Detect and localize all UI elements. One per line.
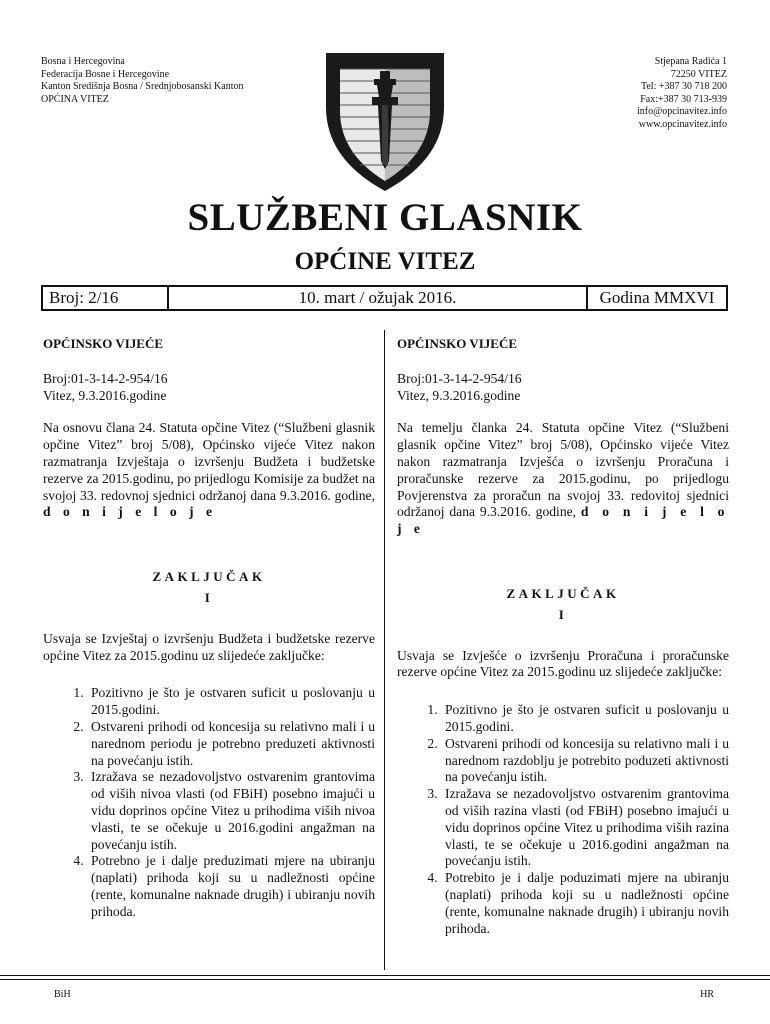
intro-text: Na osnovu člana 24. Statuta opčine Vitez (“Službeni glasnik opčine Vitez” broj 5/08), Općinsko vijeće Vitez nakon razmatranja Izvještaja o izvršenju Budžeta i budžetske rezerve za 2015.godinu, po prijedlogu Komisije za budžet na svojoj 33. redovnoj sjednici održanoj dana 9.3.2016. godine,	[43, 420, 375, 503]
fax-line: Fax:+387 30 713-939	[640, 93, 727, 105]
list-item: 4. Potrebno je i dalje preduzimati mjere na ubiranju (naplati) prihoda koji su u nadležnosti općine (rente, komunalne naknade drugih) i ubiranju novih prihoda.	[87, 853, 375, 920]
conclusion-title: ZAKLJUČAK	[506, 585, 620, 601]
issue-date: 10. mart / ožujak 2016.	[169, 287, 588, 309]
section-numeral: I	[558, 606, 568, 622]
phone-line: Tel: +387 30 718 200	[640, 81, 727, 93]
header-left-line: Bosna i Hercegovina	[41, 56, 125, 67]
footer-rule-secondary	[0, 979, 770, 980]
issue-year: Godina MMXVI	[599, 288, 715, 307]
list-item: 3. Izražava se nezadovoljstvo ostvarenim grantovima od viših nivoa vlasti (od FBiH) posebno imajući u vidu doprinos općine Vitez u prihodima viših nivoa vlasti, te se očekuje u 2016.godini angažman na povećanju istih.	[87, 769, 375, 853]
footer-left-label: BiH	[54, 989, 71, 1000]
postal-line: 72250 VITEZ	[670, 68, 727, 80]
email-line: info@opcinavitez.info	[636, 106, 727, 118]
conclusions-list	[43, 685, 375, 920]
column-divider	[384, 330, 385, 970]
right-column-croatian	[397, 336, 729, 937]
section-heading: OPĆINSKO VIJEĆE	[43, 336, 164, 351]
list-item: 2. Ostvareni prihodi od koncesija su relativno mali i u narednom razdoblju je potrebito poduzeti aktivnosti na povećanju istih.	[441, 736, 729, 786]
place-date: Vitez, 9.3.2016.godine	[397, 387, 521, 403]
intro-emphasis: d o n i j e l o j e	[397, 504, 729, 537]
coat-of-arms-shield-icon	[322, 49, 448, 195]
reference-number: Broj:01-3-14-2-954/16	[43, 370, 168, 386]
intro-emphasis: d o n i j e l o j e	[43, 504, 217, 520]
intro-text: Na temelju članka 24. Statuta opčine Vitez (“Službeni glasnik opčine Vitez” broj 5/08), Općinsko vijeće Vitez nakon razmatranja Izvješća o izvršenju Proračuna i proračunske rezerve za 2015.godinu, po prijedlogu Povjerenstva za proračun na svojoj 33. redovitoj sjednici održanoj dana 9.3.2016. godine,	[397, 420, 729, 520]
header-left-line: Federacija Bosne i Hercegovine	[41, 68, 170, 80]
page-subtitle: OPĆINE VITEZ	[294, 248, 476, 275]
header-left-block	[41, 56, 243, 106]
footer-right-label: HR	[700, 989, 714, 1000]
conclusion-title: ZAKLJUČAK	[152, 569, 266, 585]
place-date: Vitez, 9.3.2016.godine	[43, 387, 167, 403]
list-item: 3. Izražava se nezadovoljstvo ostvarenim grantovima od viših razina vlasti (od FBiH) posebno imajući u vidu doprinos općine Vitez u prihodima viših razina vlasti, te se očekuje u 2016.godini angažman na povećanju istih.	[441, 786, 729, 870]
reference-number: Broj:01-3-14-2-954/16	[397, 370, 522, 386]
intro-paragraph	[43, 420, 375, 521]
website-line: www.opcinavitez.info	[638, 118, 727, 130]
intro-paragraph	[397, 420, 729, 538]
page-title: SLUŽBENI GLASNIK	[187, 196, 583, 239]
footer-rule	[0, 975, 770, 976]
conclusions-list	[397, 702, 729, 937]
list-item: 1. Pozitivno je što je ostvaren suficit u poslovanju u 2015.godini.	[87, 685, 375, 719]
list-item: 1. Pozitivno je što je ostvaren suficit u poslovanju u 2015.godini.	[441, 702, 729, 736]
list-item: 2. Ostvareni prihodi od koncesija su relativno mali i u narednom periodu je potrebno preduzeti aktivnosti na povećanju istih.	[87, 719, 375, 769]
header-left-line: OPĆINA VITEZ	[41, 93, 109, 105]
header-left-line: Kanton Središnja Bosna / Srednjobosanski Kanton	[41, 81, 244, 93]
left-column-bosnian	[43, 336, 375, 921]
address-line: Stjepana Radića 1	[654, 56, 727, 67]
list-item: 4. Potrebito je i dalje poduzimati mjere na ubiranju (naplati) prihoda koji su u nadležnosti općine (rente, komunalne naknade drugih) i ubiranju novih prihoda.	[441, 870, 729, 937]
section-heading: OPĆINSKO VIJEĆE	[397, 336, 518, 351]
issue-info-bar	[41, 285, 728, 311]
section-numeral: I	[204, 589, 214, 605]
adopts-paragraph: Usvaja se Izvještaj o izvršenju Budžeta i budžetske rezerve općine Vitez za 2015.godinu uz slijedeće zaključke:	[43, 630, 375, 663]
adopts-paragraph: Usvaja se Izvješće o izvršenju Proračuna i proračunske rezerve općine Vitez za 2015.godinu uz slijedeće zaključke:	[397, 647, 729, 680]
header-right-block	[637, 56, 727, 132]
issue-number: Broj: 2/16	[43, 287, 169, 309]
